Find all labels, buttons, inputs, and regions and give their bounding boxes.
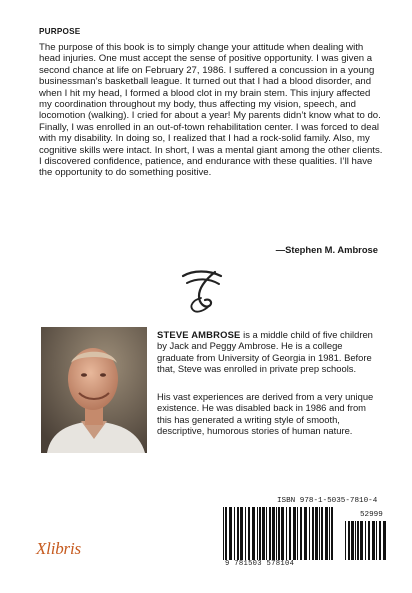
author-bio [157, 329, 381, 374]
author-bio-continued: His vast experiences are derived from a very unique existence. He was disabled back in 1986 and from this has generated a writing style of smooth, descriptive, humorous stories of human nature. [157, 391, 374, 436]
ean-barcode-bars [223, 507, 335, 560]
addon-barcode-bars [345, 521, 389, 560]
price-code: 52999 [360, 511, 383, 519]
author-portrait-image [41, 327, 147, 453]
flourish-ornament-icon [175, 266, 231, 316]
purpose-paragraph: The purpose of this book is to simply change your attitude when dealing with head injuries. One must accept the sense of positive opportunity. I was given a second chance at life on February 27, 1986. I suffered a concussion in a young businessman’s basketball league. It turned out that I had a blood disorder, and when I hit my head, I formed a blood clot in my brain stem. This injury affected my coordination throughout my body, thus affecting my vision, speech, and locomotion (walking). I cried for about a year! My parents didn’t know what to do. Finally, I was enrolled in an out-of-town rehabilitation center. I was forced to deal with my disability. In doing so, I realized that I had a rock-solid family. Also, my cognitive skills were intact. In short, I was a mental giant among the other clients. I discovered confidence, patience, and endurance with these qualities. I’ll have the opportunity to do something positive. [39, 42, 383, 179]
isbn-label: ISBN 978-1-5035-7810-4 [277, 497, 378, 505]
author-name: STEVE AMBROSE [157, 329, 241, 340]
isbn-barcode [219, 495, 391, 570]
publisher-logo: Xlibris [36, 539, 81, 558]
author-photo [41, 327, 147, 453]
author-bio-text: is a middle child of five children by Jack and Peggy Ambrose. He is a college graduate from University of Georgia in 1981. Before that, Steve was enrolled in private prep schools. [157, 329, 373, 374]
barcode-digits: 9 781503 578104 [225, 560, 295, 568]
section-heading: PURPOSE [39, 27, 81, 36]
author-signature: —Stephen M. Ambrose [275, 244, 378, 255]
